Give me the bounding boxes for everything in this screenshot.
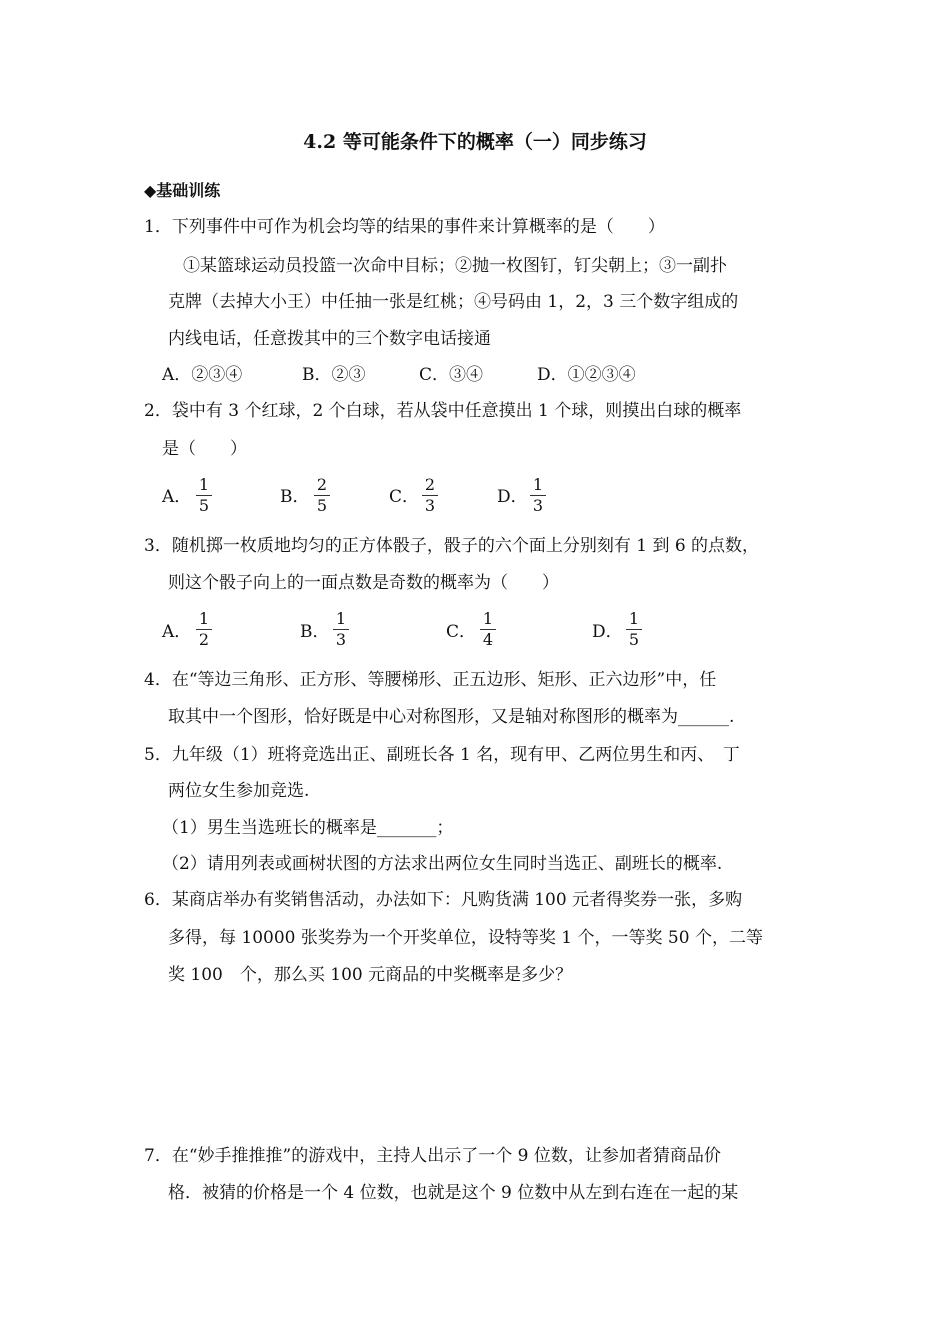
q3-option-b-numerator: 1 (333, 610, 349, 630)
section-heading: ◆基础训练 (144, 181, 221, 200)
q4-line-2: 取其中一个图形，恰好既是中心对称图形，又是轴对称图形的概率为______. (168, 707, 735, 727)
q2-option-c-fraction (422, 476, 438, 515)
q3-option-d-denominator: 5 (628, 630, 640, 649)
q3-option-a-fraction (196, 610, 212, 649)
page-title: 4.2 等可能条件下的概率（一）同步练习 (303, 131, 647, 153)
q5-line-1: 5．九年级（1）班将竞选出正、副班长各 1 名，现有甲、乙两位男生和丙、 丁 (144, 745, 740, 765)
q1-line-2: ①某篮球运动员投篮一次命中目标；②抛一枚图钉，钉尖朝上；③一副扑 (183, 256, 727, 276)
q3-option-a-denominator: 2 (198, 630, 210, 649)
q5-line-2: 两位女生参加竞选. (168, 781, 310, 801)
q2-option-d-label: D． (497, 487, 528, 507)
q5-part-1: （1）男生当选班长的概率是_______； (162, 818, 454, 838)
q3-line-2: 则这个骰子向上的一面点数是奇数的概率为（ ） (168, 573, 559, 593)
q3-option-d-fraction (626, 610, 642, 649)
q1-line-3: 克牌（去掉大小王）中任抽一张是红桃；④号码由 1，2，3 三个数字组成的 (168, 292, 739, 312)
q2-option-d-fraction (530, 476, 546, 515)
q3-stem: 3．随机掷一枚质地均匀的正方体骰子，骰子的六个面上分别刻有 1 到 6 的点数， (144, 536, 760, 556)
q5-part-2: （2）请用列表或画树状图的方法求出两位女生同时当选正、副班长的概率. (162, 854, 723, 874)
q1-option-b: B．②③ (302, 365, 366, 385)
q7-line-1: 7．在“妙手推推推”的游戏中，主持人出示了一个 9 位数，让参加者猜商品价 (144, 1146, 721, 1166)
q4-line-1: 4．在“等边三角形、正方形、等腰梯形、正五边形、矩形、正六边形”中，任 (144, 670, 717, 690)
q3-option-d-numerator: 1 (626, 610, 642, 630)
q2-option-c-label: C． (389, 487, 420, 507)
q2-option-a-numerator: 1 (196, 476, 212, 496)
q3-option-d-label: D． (592, 622, 623, 642)
q1-option-c: C．③④ (419, 365, 484, 385)
q2-option-a-denominator: 5 (198, 496, 210, 515)
q2-option-d-numerator: 1 (530, 476, 546, 496)
q3-option-b-fraction (333, 610, 349, 649)
q3-option-b-denominator: 3 (335, 630, 347, 649)
q7-line-2: 格．被猜的价格是一个 4 位数，也就是这个 9 位数中从左到右连在一起的某 (168, 1183, 739, 1203)
q2-option-c-denominator: 3 (424, 496, 436, 515)
q6-line-2: 多得，每 10000 张奖券为一个开奖单位，设特等奖 1 个，一等奖 50 个，二等 (168, 928, 763, 948)
q6-line-3: 奖 100 个，那么买 100 元商品的中奖概率是多少？ (168, 965, 573, 985)
q6-line-1: 6．某商店举办有奖销售活动，办法如下：凡购货满 100 元者得奖券一张，多购 (144, 890, 743, 910)
q2-option-c-numerator: 2 (422, 476, 438, 496)
q2-option-b-denominator: 5 (316, 496, 328, 515)
q3-option-a-numerator: 1 (196, 610, 212, 630)
q3-option-a-label: A． (162, 622, 192, 642)
q2-option-a-fraction (196, 476, 212, 515)
q2-option-b-numerator: 2 (314, 476, 330, 496)
q2-option-b-fraction (314, 476, 330, 515)
q1-stem: 1．下列事件中可作为机会均等的结果的事件来计算概率的是（ ） (144, 217, 665, 237)
q2-option-d-denominator: 3 (532, 496, 544, 515)
q3-option-c-label: C． (446, 622, 477, 642)
q1-option-d: D．①②③④ (537, 365, 636, 385)
q3-option-c-denominator: 4 (482, 630, 494, 649)
q3-option-c-fraction (480, 610, 496, 649)
q2-option-b-label: B． (280, 487, 310, 507)
q3-option-b-label: B． (300, 622, 330, 642)
q2-option-a-label: A． (162, 487, 192, 507)
q2-line-2: 是（ ） (162, 439, 247, 459)
q1-option-a: A．②③④ (162, 365, 243, 385)
q3-option-c-numerator: 1 (480, 610, 496, 630)
q1-line-4: 内线电话，任意拨其中的三个数字电话接通 (168, 329, 491, 349)
q2-stem: 2．袋中有 3 个红球，2 个白球，若从袋中任意摸出 1 个球，则摸出白球的概率 (144, 401, 742, 421)
